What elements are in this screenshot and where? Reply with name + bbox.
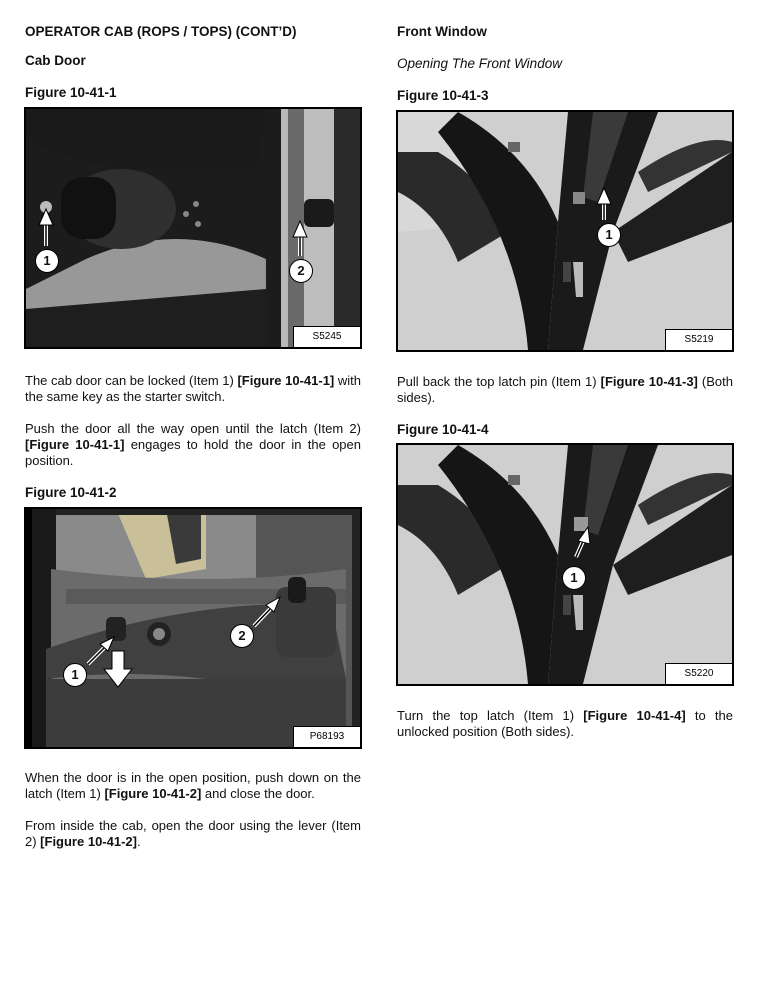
figure-10-41-3-photo	[398, 112, 732, 350]
paragraph-open-door: Push the door all the way open until the latch (Item 2) [Figure 10-41-1] engages to hold the door in the open position.	[25, 421, 361, 468]
figure-10-41-4-photo	[398, 445, 732, 684]
section-title-front-window: Front Window	[397, 24, 487, 39]
figure-code: S5220	[665, 663, 732, 684]
callout-item-2: 2	[289, 259, 313, 283]
figure-reference: [Figure 10-41-2]	[40, 834, 137, 849]
figure-10-41-2	[24, 507, 362, 749]
figure-label-10-41-2: Figure 10-41-2	[25, 485, 117, 500]
callout-item-2: 2	[230, 624, 254, 648]
figure-code: S5245	[293, 326, 360, 347]
figure-code: P68193	[293, 726, 360, 747]
paragraph-lock-door: The cab door can be locked (Item 1) [Figure 10-41-1] with the same key as the starter switch.	[25, 373, 361, 404]
callout-item-1: 1	[562, 566, 586, 590]
figure-reference: [Figure 10-41-3]	[600, 374, 698, 389]
figure-label-10-41-4: Figure 10-41-4	[397, 422, 489, 437]
figure-10-41-1	[24, 107, 362, 349]
subtitle-opening-front-window: Opening The Front Window	[397, 56, 562, 71]
figure-reference: [Figure 10-41-1]	[237, 373, 335, 388]
paragraph-open-lever: From inside the cab, open the door using the lever (Item 2) [Figure 10-41-2].	[25, 818, 361, 849]
callout-item-1: 1	[35, 249, 59, 273]
figure-label-10-41-3: Figure 10-41-3	[397, 88, 489, 103]
callout-item-1: 1	[63, 663, 87, 687]
subtitle-cab-door: Cab Door	[25, 53, 86, 68]
paragraph-pull-latch-pin: Pull back the top latch pin (Item 1) [Figure 10-41-3] (Both sides).	[397, 374, 734, 405]
figure-label-10-41-1: Figure 10-41-1	[25, 85, 117, 100]
figure-10-41-4	[396, 443, 734, 686]
figure-reference: [Figure 10-41-2]	[104, 786, 202, 801]
figure-reference: [Figure 10-41-1]	[25, 437, 125, 452]
paragraph-turn-latch: Turn the top latch (Item 1) [Figure 10-41-4] to the unlocked position (Both sides).	[397, 708, 733, 739]
paragraph-push-latch: When the door is in the open position, push down on the latch (Item 1) [Figure 10-41-2] and close the door.	[25, 770, 361, 801]
callout-item-1: 1	[597, 223, 621, 247]
figure-10-41-2-photo	[26, 509, 360, 747]
figure-reference: [Figure 10-41-4]	[583, 708, 686, 723]
figure-10-41-1-photo	[26, 109, 360, 347]
figure-10-41-3	[396, 110, 734, 352]
figure-code: S5219	[665, 329, 732, 350]
section-title-operator-cab: OPERATOR CAB (ROPS / TOPS) (CONT’D)	[25, 24, 297, 39]
